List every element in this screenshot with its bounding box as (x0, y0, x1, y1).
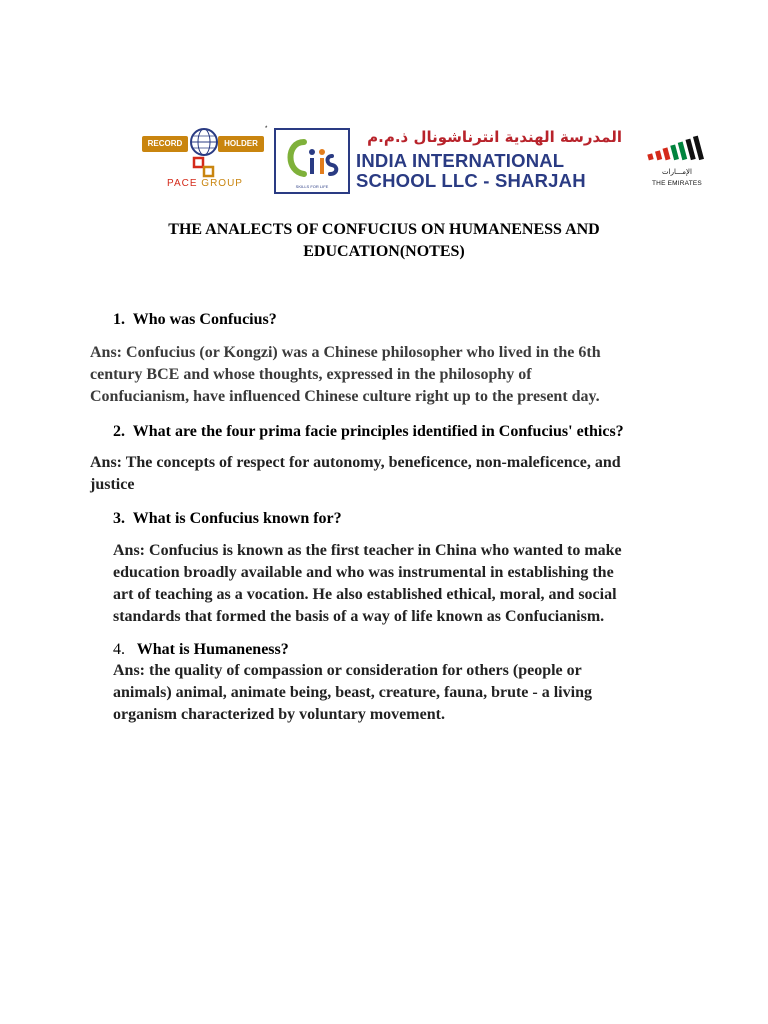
the-emirates-logo (644, 134, 714, 194)
answer-line: standards that formed the basis of a way of life known as Confucianism. (113, 608, 605, 625)
title-line-1: THE ANALECTS OF CONFUCIUS ON HUMANENESS AND (168, 221, 600, 238)
record-label: RECORD (142, 136, 188, 152)
question-text: What is Confucius known for? (132, 510, 342, 527)
school-name-block (352, 126, 624, 194)
iis-emblem-icon (276, 132, 348, 184)
answer-line: animals) animal, animate being, beast, creature, fauna, brute - a living (113, 684, 592, 701)
pace-emblem-icon (192, 156, 216, 178)
question-text: What is Humaneness? (136, 641, 289, 658)
globe-icon (190, 128, 218, 156)
question-2 (113, 421, 624, 443)
answer-line: justice (90, 476, 135, 493)
question-number: 4. (113, 641, 125, 658)
emirates-arabic-text: الإمـــارات (662, 168, 692, 176)
emirates-stripes-icon (644, 134, 710, 168)
answer-line: art of teaching as a vocation. He also established ethical, moral, and social (113, 586, 617, 603)
answer-line: Ans: Confucius is known as the first teacher in China who wanted to make (113, 542, 622, 559)
question-number: 3. (113, 510, 125, 527)
iis-tagline: SKILLS FOR LIFE (295, 184, 329, 189)
answer-line: century BCE and whose thoughts, expressed in the philosophy of (90, 366, 532, 383)
answer-line: Ans: The concepts of respect for autonomy, beneficence, non-maleficence, and (90, 454, 621, 471)
answer-line: education broadly available and who was instrumental in establishing the (113, 564, 614, 581)
question-number: 2. (113, 423, 125, 440)
document-title (0, 219, 768, 263)
answer-line: organism characterized by voluntary movement. (113, 706, 445, 723)
answer-2 (90, 452, 621, 496)
page-header (140, 126, 716, 198)
iis-skills-for-life-logo (274, 128, 350, 194)
pace-group-record-holder-logo (140, 126, 268, 194)
school-name-line-1: INDIA INTERNATIONAL (356, 150, 565, 171)
answer-3 (113, 540, 622, 628)
question-4 (113, 639, 289, 661)
asterisk-mark: * (265, 126, 268, 132)
answer-line: Ans: Confucius (or Kongzi) was a Chinese philosopher who lived in the 6th (90, 344, 601, 361)
question-3 (113, 508, 342, 530)
answer-1 (90, 342, 601, 408)
answer-line: Confucianism, have influenced Chinese culture right up to the present day. (90, 388, 600, 405)
title-line-2: EDUCATION(NOTES) (303, 243, 465, 260)
answer-4 (113, 660, 592, 726)
question-text: What are the four prima facie principles identified in Confucius' ethics? (132, 423, 624, 440)
emirates-text: THE EMIRATES (652, 180, 702, 187)
pace-group-wordmark: PACE GROUP (167, 178, 243, 189)
school-name-arabic: المدرسة الهندية انترناشونال ذ.م.م (367, 128, 622, 146)
question-1 (113, 309, 277, 331)
question-text: Who was Confucius? (132, 311, 277, 328)
question-number: 1. (113, 311, 125, 328)
holder-label: HOLDER (218, 136, 264, 152)
answer-line: Ans: the quality of compassion or consideration for others (people or (113, 662, 582, 679)
school-name-line-2: SCHOOL LLC - SHARJAH (356, 170, 586, 191)
